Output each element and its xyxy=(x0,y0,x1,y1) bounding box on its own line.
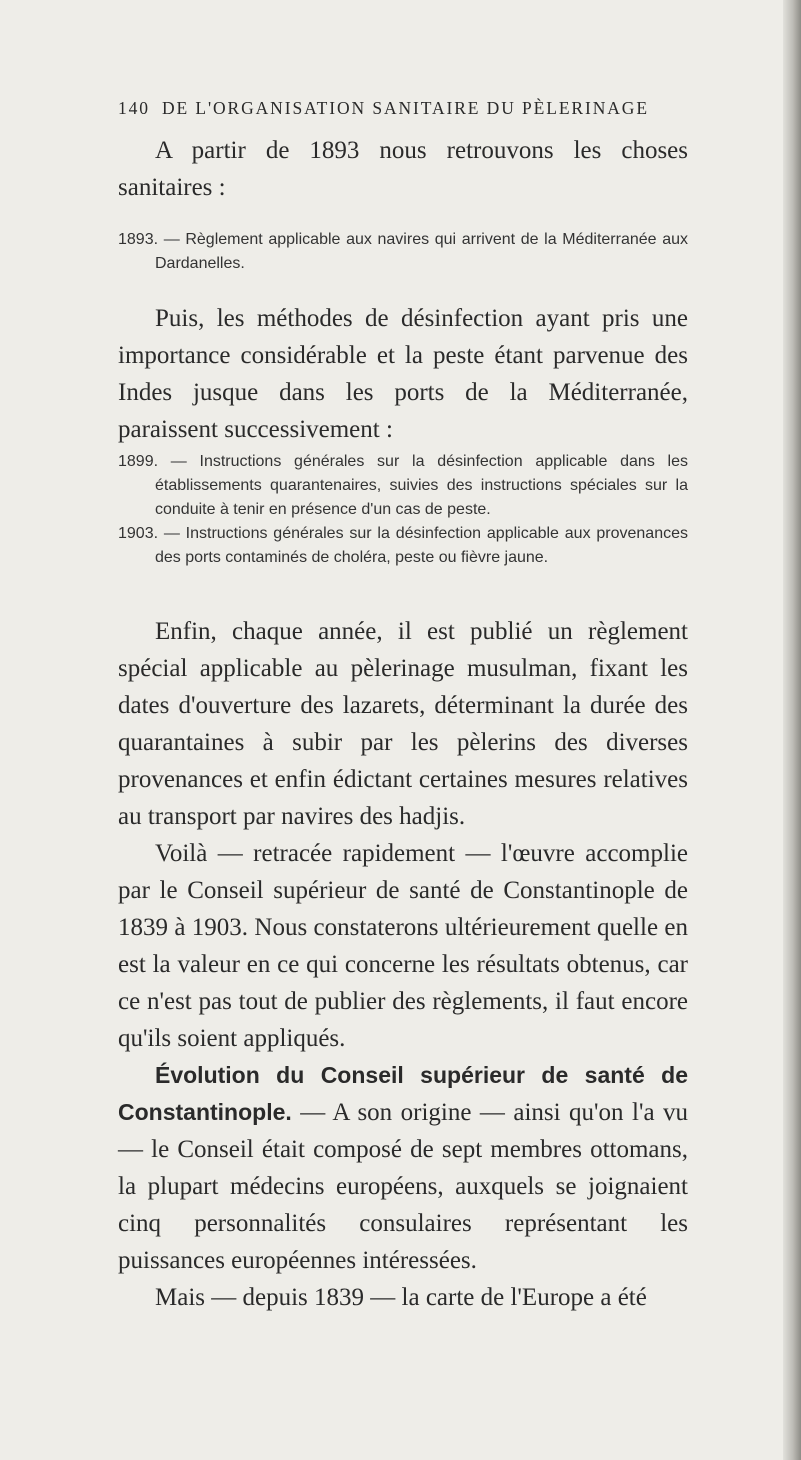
body-text xyxy=(118,613,688,1316)
running-title: DE L'ORGANISATION SANITAIRE DU PÈLERINAGE xyxy=(161,98,649,118)
running-header xyxy=(118,98,688,119)
paragraph-voila: Voilà — retracée rapidement — l'œuvre accomplie par le Conseil supérieur de santé de Constantinople de 1839 à 1903. Nous constaterons ultérieurement quelle en est la valeur en ce qui concerne les résultats obtenus, car ce n'est pas tout de publier des règlements, il faut encore qu'ils soient appliqués. xyxy=(118,840,688,1052)
regulation-entry-1893: 1893. — Règlement applicable aux navires qui arrivent de la Méditerranée aux Dardanelles. xyxy=(118,231,688,272)
regulation-list-1893 xyxy=(118,228,688,276)
intro-paragraph-2 xyxy=(118,300,688,448)
regulation-list-1899-1903 xyxy=(118,450,688,570)
paragraph-enfin: Enfin, chaque année, il est publié un règlement spécial applicable au pèlerinage musulman, fixant les dates d'ouverture des lazarets, déterminant la durée des quarantaines à subir par les pèlerins des diverses provenances et enfin édictant certaines mesures relatives au transport par navires des hadjis. xyxy=(118,618,688,830)
paragraph-mais: Mais — depuis 1839 — la carte de l'Europe a été xyxy=(155,1284,647,1311)
intro-paragraph-1 xyxy=(118,132,688,206)
page-edge-shadow xyxy=(783,0,801,1460)
paragraph-evolution xyxy=(118,1057,688,1279)
paragraph-text: Puis, les méthodes de désinfection ayant pris une importance considérable et la peste étant parvenue des Indes jusque dans les ports de la Méditerranée, paraissent successivement : xyxy=(118,305,688,443)
regulation-entry-1899: 1899. — Instructions générales sur la désinfection applicable dans les établissements quarantenaires, suivies des instructions spéciales sur la conduite à tenir en présence d'un cas de peste. xyxy=(118,453,688,518)
paragraph-text: A partir de 1893 nous retrouvons les choses sanitaires : xyxy=(118,137,688,201)
page-number: 140 xyxy=(118,98,150,118)
regulation-entry-1903: 1903. — Instructions générales sur la désinfection applicable aux provenances des ports contaminés de choléra, peste ou fièvre jaune. xyxy=(118,525,688,566)
section-heading: Évolution du Conseil supérieur de santé de Constantinople. xyxy=(118,1062,688,1125)
paragraph-evolution-text: — A son origine — ainsi qu'on l'a vu — le Conseil était composé de sept membres ottomans, la plupart médecins européens, auxquels se joignaient cinq personnalités consulaires représentant les puissances européennes intéressées. xyxy=(118,1099,688,1274)
